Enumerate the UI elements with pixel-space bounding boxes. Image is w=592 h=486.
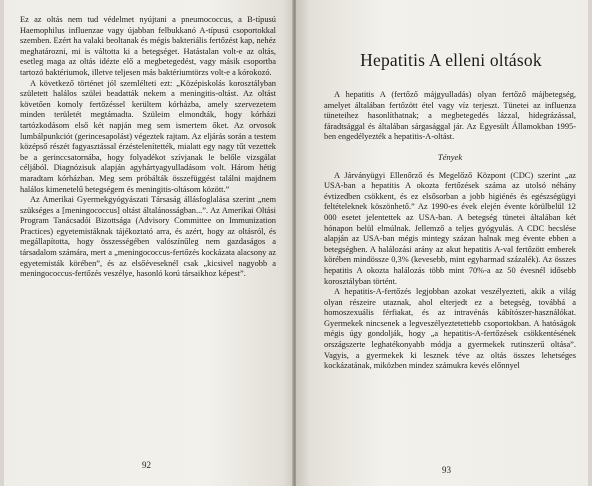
left-page-edge	[0, 0, 4, 486]
left-page-body	[20, 15, 276, 280]
left-page-number: 92	[142, 460, 151, 470]
section-subheading: Tények	[437, 151, 463, 162]
right-intro-paragraph: A hepatitis A (fertőző májgyulladás) olyan fertőző májbetegség, amelyet általában fertőzött étel vagy víz terjeszt. Tünetei az influenza tüneteihez hasonlíthatnak; a megbetegedés lázzal, hidegrázással, fáradtsággal és általában sárgasággal jár. Az Egyesült Államokban 1995-ben engedélyezték a hepatitis-A-oltást.	[324, 90, 576, 142]
left-page	[0, 0, 294, 486]
left-paragraph-2: A következő történet jól szemlélteti ezt: „Középiskolás korosztályban született halálos szülei beadatták nekem a meningitis-oltást. Az oltást követően komoly fertőzéssel kerültem kórházba, amely szervezetem minden területét megtámadta. Szüleim elmondták, hogy kórházi tartózkodásom első két napján meg sem ismertem őket. Az orvosok lumbálpunkciót (gerincesapolást) végeztek rajtam. Az eljárás során a testem középső részét fagyasztással érzéstelenítették, mialatt egy nagy tűt vezettek be a gerinccsatornába, hogy folyadékot szívjanak le belőle vizsgálat céljából. Diagnózisuk alapján agyhártyagyulladásom volt. Három hétig maradtam kórházban. Meg sem próbálták összefüggést találni majdnem halálos kimenetelű betegségem és meningitis-oltásom között.”	[20, 78, 276, 194]
right-page-number: 93	[442, 465, 451, 475]
left-paragraph-3: Az Amerikai Gyermekgyógyászati Társaság állásfoglalása szerint „nem szükséges a [meningococcus] oltást általánosságban...”. Az Amerikai Oltási Program Tanácsadói Bizottsága (Advisory Committee on Immunization Practices) egyetemistáknak tájékoztató arra, és azért, hogy az oltásról, és megállapította, hogy összességében valószínűleg nem gazdaságos a társadalom számára, mert a „meningococcus-fertőzés kockázata alacsony az egyetemisták körében”, és az elsőéveseknél csak „kicsivel nagyobb a meningococcus-fertőzés veszélye, hasonló korú társaikhoz képest”.	[20, 195, 276, 279]
right-paragraph-2: A hepatitis-A-fertőzés legjobban azokat veszélyezteti, akik a világ olyan részeire utaznak, ahol elterjedt ez a betegség, továbbá a homoszexuális férfiakat, és az intravénás kábítószer-használókat. Gyermekek nincsenek a legveszélyeztetettebb csoportokban. A hatóságok mégis úgy gondolják, hogy „a hepatitis-A-fertőzések csökkentésének országszerte leghatékonyabb módja a gyermekek rutinszerű oltása”. Vagyis, a gyermekek ki lesznek téve az oltás összes lehetséges kockázatának, miközben mindez számukra kevés előnnyel	[324, 287, 576, 371]
chapter-title: Hepatitis A elleni oltások	[360, 50, 542, 70]
right-page	[296, 0, 592, 486]
left-paragraph-1: Ez az oltás nem tud védelmet nyújtani a pneumococcus, a B-típusú Haemophilus influenzae vagy újabban felbukkanó A-típusú csoportokkal szemben. Ezért ha valaki beoltanak és mégis bakteriális fertőzést kap, nehéz meghatározni, mi is váltotta ki a betegséget. Hatástalan volt-e az oltás, esetleg maga az oltás idézte elő a megbetegedést, vagy másik csoportba tartozó baktériumok, illetve teljesen más baktériumtörzs volt-e a kórokozó.	[20, 15, 276, 77]
right-page-body	[324, 90, 576, 372]
right-paragraph-1: A Járványügyi Ellenőrző és Megelőző Központ (CDC) szerint „az USA-ban a hepatitis A okozta fertőzések száma az utolsó néhány évtizedben csökkent, és ez elsősorban a jobb higiénés és egészségügyi feltételeknek köszönhető.” Az 1990-es évek elején évente körülbelül 12 000 esetet jelentettek az USA-ban. A betegség tünetei általában két hónapon belül elmúlnak. Jellemző a teljes gyógyulás. A CDC becslése alapján az USA-ban mégis mintegy százan halnak meg évente ebben a betegségben. A halálozási arány az akut hepatitis A-val fertőzött emberek körében mindössze 0,3% (kevesebb, mint egyharmad százalék). Az összes hepatitis A okozta halálozás több mint 70%-a az 50 évesnél idősebb korosztályban történt.	[324, 170, 576, 286]
right-page-edge	[588, 0, 592, 486]
